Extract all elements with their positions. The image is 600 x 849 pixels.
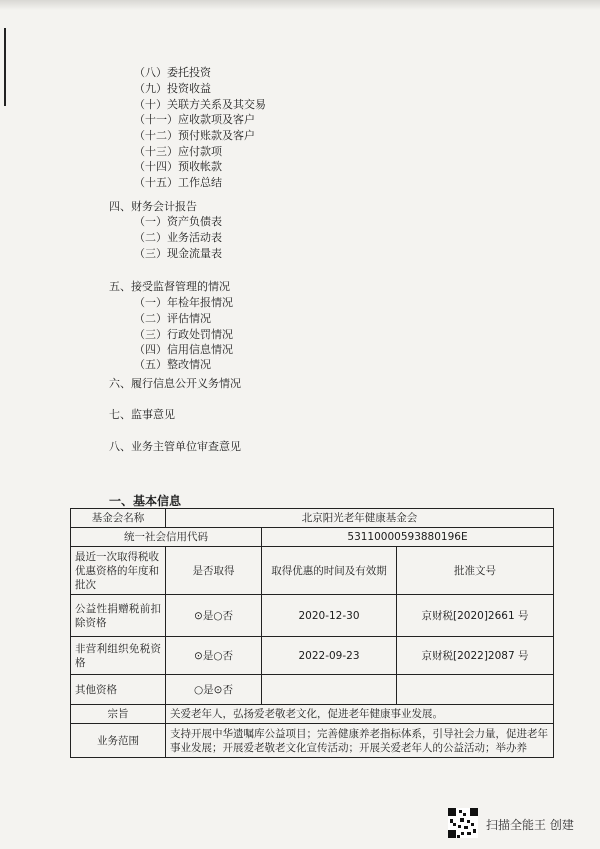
row-label: 公益性捐赠税前扣除资格 xyxy=(71,595,166,637)
toc-subitem: （十）关联方关系及其交易 xyxy=(134,98,266,111)
obtained-radio: ⊙是○否 xyxy=(166,595,262,637)
toc-section-heading: 七、监事意见 xyxy=(109,408,175,421)
obtained-radio: ○是⊙否 xyxy=(166,675,262,705)
toc-subitem: （二）评估情况 xyxy=(134,312,211,325)
header-tax-qualification: 最近一次取得税收优惠资格的年度和批次 xyxy=(71,547,166,595)
toc-section-heading: 五、接受监督管理的情况 xyxy=(109,280,230,293)
obtained-date xyxy=(262,675,397,705)
toc-subitem: （三）行政处罚情况 xyxy=(134,328,233,341)
table-row xyxy=(71,675,554,705)
toc-subitem: （四）信用信息情况 xyxy=(134,343,233,356)
toc-subitem: （十四）预收帐款 xyxy=(134,160,222,173)
toc-subitem: （五）整改情况 xyxy=(134,358,211,371)
toc-section-heading: 八、业务主管单位审查意见 xyxy=(109,440,241,453)
approval-number: 京财税[2020]2661 号 xyxy=(397,595,554,637)
scan-edge xyxy=(0,0,600,10)
toc-section-heading: 六、履行信息公开义务情况 xyxy=(109,377,241,390)
foundation-name-label: 基金会名称 xyxy=(71,509,166,528)
toc-subitem: （十三）应付款项 xyxy=(134,145,222,158)
row-label: 其他资格 xyxy=(71,675,166,705)
toc-subitem: （十二）预付账款及客户 xyxy=(134,129,255,142)
table-row xyxy=(71,509,554,528)
basic-info-table xyxy=(70,508,554,758)
header-approval-number: 批准文号 xyxy=(397,547,554,595)
scanner-watermark xyxy=(448,808,588,842)
toc-subitem: （十一）应收款项及客户 xyxy=(134,113,255,126)
table-row xyxy=(71,528,554,547)
table-row xyxy=(71,547,554,595)
binding-mark xyxy=(4,28,6,106)
credit-code-value: 53110000593880196E xyxy=(262,528,554,547)
toc-subitem: （一）资产负债表 xyxy=(134,215,222,228)
foundation-name-value: 北京阳光老年健康基金会 xyxy=(166,509,554,528)
table-row xyxy=(71,724,554,758)
approval-number xyxy=(397,675,554,705)
table-row xyxy=(71,595,554,637)
obtained-date: 2020-12-30 xyxy=(262,595,397,637)
table-row xyxy=(71,705,554,724)
watermark-text: 扫描全能王 创建 xyxy=(486,818,574,832)
purpose-value: 关爱老年人，弘扬爱老敬老文化，促进老年健康事业发展。 xyxy=(166,705,554,724)
toc-subitem: （八）委托投资 xyxy=(134,66,211,79)
toc-subitem: （二）业务活动表 xyxy=(134,231,222,244)
toc-subitem: （九）投资收益 xyxy=(134,82,211,95)
obtained-date: 2022-09-23 xyxy=(262,637,397,675)
credit-code-label: 统一社会信用代码 xyxy=(71,528,262,547)
section-title-basic-info: 一、基本信息 xyxy=(109,494,182,508)
toc-section-heading: 四、财务会计报告 xyxy=(109,200,197,213)
qr-code-icon xyxy=(448,808,478,838)
header-obtained: 是否取得 xyxy=(166,547,262,595)
purpose-label: 宗旨 xyxy=(71,705,166,724)
scope-label: 业务范围 xyxy=(71,724,166,758)
toc-subitem: （十五）工作总结 xyxy=(134,176,222,189)
toc-subitem: （三）现金流量表 xyxy=(134,247,222,260)
approval-number: 京财税[2022]2087 号 xyxy=(397,637,554,675)
scope-value: 支持开展中华遗嘱库公益项目；完善健康养老指标体系，引导社会力量，促进老年事业发展；开展爱老敬老文化宣传活动；开展关爱老年人的公益活动；举办养 xyxy=(166,724,554,758)
toc-subitem: （一）年检年报情况 xyxy=(134,296,233,309)
row-label: 非营利组织免税资格 xyxy=(71,637,166,675)
table-row xyxy=(71,637,554,675)
obtained-radio: ⊙是○否 xyxy=(166,637,262,675)
header-date-validity: 取得优惠的时间及有效期 xyxy=(262,547,397,595)
